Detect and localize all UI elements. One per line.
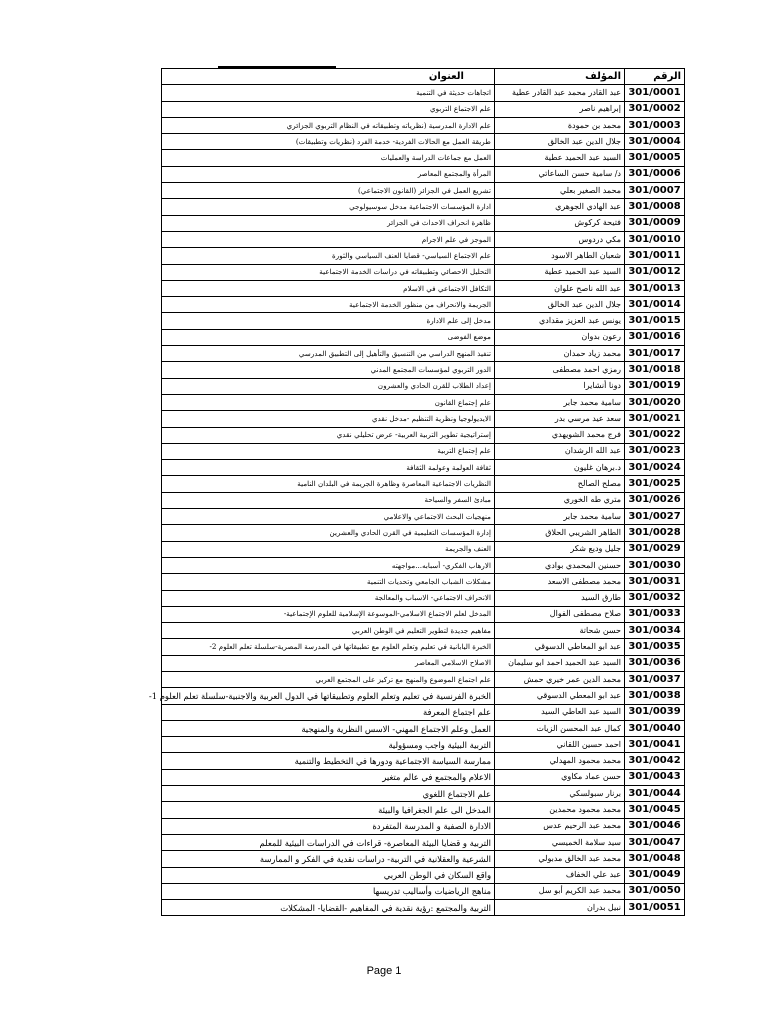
row-title: الموجز في علم الاجرام bbox=[162, 231, 495, 247]
row-author: عبد الهادي الجوهري bbox=[495, 199, 625, 215]
row-author: د/ سامية حسن الساعاتي bbox=[495, 166, 625, 182]
table-row bbox=[162, 346, 685, 362]
book-catalog-table bbox=[148, 68, 685, 916]
table-row bbox=[162, 231, 685, 247]
row-number: 301/0008 bbox=[625, 199, 685, 215]
row-number: 301/0050 bbox=[625, 883, 685, 899]
row-number: 301/0019 bbox=[625, 378, 685, 394]
row-title: إدارة المؤسسات التعليمية في القرن الحادي والعشرين bbox=[162, 525, 495, 541]
table-row bbox=[162, 427, 685, 443]
row-number: 301/0002 bbox=[625, 101, 685, 117]
row-title: العمل وعلم الاجتماع المهني- الاسس النظرية والمنهجية bbox=[162, 720, 495, 736]
row-title: مبادئ السفر والسياحة bbox=[162, 492, 495, 508]
row-number: 301/0051 bbox=[625, 900, 685, 916]
row-title: ظاهرة انحراف الاحداث في الجزائر bbox=[162, 215, 495, 231]
row-number: 301/0011 bbox=[625, 248, 685, 264]
table-row bbox=[162, 199, 685, 215]
row-title: الدور التربوي لمؤسسات المجتمع المدني bbox=[162, 362, 495, 378]
table-row bbox=[162, 329, 685, 345]
row-title: موضع الفوضى bbox=[162, 329, 495, 345]
row-title: مفاهيم جديدة لتطوير التعليم في الوطن العربي bbox=[162, 623, 495, 639]
row-author: محمد الصغير بعلي bbox=[495, 183, 625, 199]
row-author: يونس عبد العزيز مقدادي bbox=[495, 313, 625, 329]
row-title: علم إجتماع التربية bbox=[162, 443, 495, 459]
row-author: احمد حسين اللقاني bbox=[495, 737, 625, 753]
table-row bbox=[162, 769, 685, 785]
table-row bbox=[162, 117, 685, 133]
row-number: 301/0036 bbox=[625, 655, 685, 671]
row-title: منهجيات البحث الاجتماعي والاعلامي bbox=[162, 509, 495, 525]
row-number: 301/0041 bbox=[625, 737, 685, 753]
table-row bbox=[162, 704, 685, 720]
row-author: محمد عبد الرحيم عدس bbox=[495, 818, 625, 834]
row-author: عبد الله ناصح علوان bbox=[495, 280, 625, 296]
table-row bbox=[162, 411, 685, 427]
row-title: العنف والجريمة bbox=[162, 541, 495, 557]
row-title: العمل مع جماعات الدراسة والعمليات bbox=[162, 150, 495, 166]
table-row bbox=[162, 786, 685, 802]
row-title: ممارسة السياسة الاجتماعية ودورها في التخطيط والتنمية bbox=[162, 753, 495, 769]
row-number: 301/0025 bbox=[625, 476, 685, 492]
row-author: كمال عبد المحسن الزيات bbox=[495, 720, 625, 736]
table-row bbox=[162, 215, 685, 231]
table-header-row bbox=[162, 69, 685, 85]
row-number: 301/0016 bbox=[625, 329, 685, 345]
page-number: Page 1 bbox=[366, 965, 402, 977]
row-number: 301/0004 bbox=[625, 134, 685, 150]
row-author: حسن عماد مكاوي bbox=[495, 769, 625, 785]
table-row bbox=[162, 394, 685, 410]
row-number: 301/0045 bbox=[625, 802, 685, 818]
row-title: مدخل إلى علم الادارة bbox=[162, 313, 495, 329]
row-title: ثقافة العولمة وعولمة الثقافة bbox=[162, 460, 495, 476]
row-title: إعداد الطلاب للقرن الحادي والعشرون bbox=[162, 378, 495, 394]
row-number: 301/0010 bbox=[625, 231, 685, 247]
row-author: محمد عبد الكريم أبو سل bbox=[495, 883, 625, 899]
row-number: 301/0018 bbox=[625, 362, 685, 378]
row-title: علم اجتماع المعرفة bbox=[162, 704, 495, 720]
row-title: علم الادارة المدرسية (نظرياته وتطبيقاته في النظام التربوي الجزائري bbox=[162, 117, 495, 133]
row-author: السيد عبد العاطي السيد bbox=[495, 704, 625, 720]
row-author: محمد بن حمودة bbox=[495, 117, 625, 133]
row-author: حسن شحاتة bbox=[495, 623, 625, 639]
row-title: المرأة والمجتمع المعاصر bbox=[162, 166, 495, 182]
row-title: الارهاب الفكري- أسبابه...مواجهته bbox=[162, 557, 495, 573]
row-number: 301/0049 bbox=[625, 867, 685, 883]
row-author: فرج محمد الشويهدي bbox=[495, 427, 625, 443]
row-number: 301/0038 bbox=[625, 688, 685, 704]
row-author: محمد محمود المهدلي bbox=[495, 753, 625, 769]
row-author: حسنين المحمدي بوادي bbox=[495, 557, 625, 573]
table-row bbox=[162, 802, 685, 818]
table-row bbox=[162, 313, 685, 329]
row-title: إستراتيجية تطوير التربية العربية- عرض تحليلي نقدي bbox=[162, 427, 495, 443]
row-number: 301/0029 bbox=[625, 541, 685, 557]
row-author: عبد الله الرشدان bbox=[495, 443, 625, 459]
row-author: جلال الدين عبد الخالق bbox=[495, 134, 625, 150]
row-number: 301/0017 bbox=[625, 346, 685, 362]
row-author: مكي دردوس bbox=[495, 231, 625, 247]
table-row bbox=[162, 753, 685, 769]
table-row bbox=[162, 183, 685, 199]
row-title: علم الاجتماع السياسي- قضايا العنف السياسي والثورة bbox=[162, 248, 495, 264]
row-author: محمد مصطفى الاسعد bbox=[495, 574, 625, 590]
row-number: 301/0028 bbox=[625, 525, 685, 541]
row-author: السيد عبد الحميد عطية bbox=[495, 264, 625, 280]
row-number: 301/0046 bbox=[625, 818, 685, 834]
row-title: المدخل لعلم الاجتماع الاسلامي-الموسوعة الإسلامية للعلوم الإجتماعية- bbox=[162, 606, 495, 622]
row-author: سامية محمد جابر bbox=[495, 394, 625, 410]
row-number: 301/0026 bbox=[625, 492, 685, 508]
table-row bbox=[162, 557, 685, 573]
row-title: التربية و قضايا البيئة المعاصرة- قراءات في الدراسات البيئية للمعلم bbox=[162, 834, 495, 850]
row-number: 301/0031 bbox=[625, 574, 685, 590]
row-number: 301/0001 bbox=[625, 85, 685, 101]
row-title: التحليل الاحصائي وتطبيقاته في دراسات الخدمة الاجتماعية bbox=[162, 264, 495, 280]
row-title: الايديولوجيا ونظرية التنظيم -مدخل نقدي bbox=[162, 411, 495, 427]
row-title: الجريمة والانحراف من منظور الخدمة الاجتماعية bbox=[162, 297, 495, 313]
row-title: واقع السكان في الوطن العربي bbox=[162, 867, 495, 883]
row-number: 301/0006 bbox=[625, 166, 685, 182]
row-author: عبد علي الخفاف bbox=[495, 867, 625, 883]
table-row bbox=[162, 737, 685, 753]
row-number: 301/0014 bbox=[625, 297, 685, 313]
row-title: النظريات الاجتماعية المعاصرة وظاهرة الجريمة في البلدان النامية bbox=[162, 476, 495, 492]
row-title: علم الاجتماع اللغوي bbox=[162, 786, 495, 802]
row-title: علم اجتماع الموضوع والمنهج مع تركيز على المجتمع العربي bbox=[162, 671, 495, 687]
header-author: المؤلف bbox=[495, 69, 625, 85]
row-author: د.برهان غليون bbox=[495, 460, 625, 476]
table-row bbox=[162, 900, 685, 916]
table-row bbox=[162, 134, 685, 150]
row-title: الاصلاح الاسلامي المعاصر bbox=[162, 655, 495, 671]
row-number: 301/0033 bbox=[625, 606, 685, 622]
row-number: 301/0024 bbox=[625, 460, 685, 476]
table-row bbox=[162, 264, 685, 280]
row-title: الخبرة الفرنسية في تعليم وتعلم العلوم وتطبيقاتها في الدول العربية والاجنبية-سلسلة تعلم العلوم 1- bbox=[162, 688, 495, 704]
table-row bbox=[162, 590, 685, 606]
row-title: الاعلام والمجتمع في عالم متغير bbox=[162, 769, 495, 785]
row-number: 301/0048 bbox=[625, 851, 685, 867]
table-row bbox=[162, 720, 685, 736]
table-row bbox=[162, 671, 685, 687]
table-row bbox=[162, 85, 685, 101]
row-author: محمد الدين عمر خيري حمش bbox=[495, 671, 625, 687]
row-number: 301/0015 bbox=[625, 313, 685, 329]
row-author: دونا أنشايرا bbox=[495, 378, 625, 394]
row-title: طريقة العمل مع الحالات الفردية- خدمة الفرد (نظريات وتطبيقات) bbox=[162, 134, 495, 150]
row-author: محمد محمود محمدين bbox=[495, 802, 625, 818]
row-number: 301/0007 bbox=[625, 183, 685, 199]
row-number: 301/0034 bbox=[625, 623, 685, 639]
table-row bbox=[162, 362, 685, 378]
table-row bbox=[162, 883, 685, 899]
table-row bbox=[162, 280, 685, 296]
row-number: 301/0023 bbox=[625, 443, 685, 459]
table-row bbox=[162, 851, 685, 867]
table-row bbox=[162, 541, 685, 557]
row-title: اتجاهات حديثة في التنمية bbox=[162, 85, 495, 101]
row-author: عبد القادر محمد عبد القادر عطية bbox=[495, 85, 625, 101]
row-number: 301/0005 bbox=[625, 150, 685, 166]
row-author: سيد سلامة الخميسي bbox=[495, 834, 625, 850]
row-number: 301/0020 bbox=[625, 394, 685, 410]
row-author: السيد عبد الحميد عطية bbox=[495, 150, 625, 166]
row-author: محمد عبد الخالق مدبولي bbox=[495, 851, 625, 867]
row-title: مشكلات الشباب الجامعي وتحديات التنمية bbox=[162, 574, 495, 590]
row-title: تنفيذ المنهج الدراسي من التنسيق والتأهيل إلى التطبيق المدرسي bbox=[162, 346, 495, 362]
row-title: التكافل الاجتماعي في الاسلام bbox=[162, 280, 495, 296]
table-row bbox=[162, 867, 685, 883]
row-title: التربية البيئية واجب ومسؤولية bbox=[162, 737, 495, 753]
row-number: 301/0009 bbox=[625, 215, 685, 231]
row-title: علم إجتماع القانون bbox=[162, 394, 495, 410]
header-title: العنوان bbox=[162, 69, 495, 85]
row-author: فتيحة كركوش bbox=[495, 215, 625, 231]
row-number: 301/0035 bbox=[625, 639, 685, 655]
table-row bbox=[162, 688, 685, 704]
row-title: علم الاجتماع التربوي bbox=[162, 101, 495, 117]
row-number: 301/0040 bbox=[625, 720, 685, 736]
table-row bbox=[162, 460, 685, 476]
row-author: صلاح مصطفى الفوال bbox=[495, 606, 625, 622]
row-number: 301/0047 bbox=[625, 834, 685, 850]
row-number: 301/0003 bbox=[625, 117, 685, 133]
row-author: متري طه الخوري bbox=[495, 492, 625, 508]
row-title: التربية والمجتمع :رؤية نقدية في المفاهيم -القضايا- المشكلات bbox=[162, 900, 495, 916]
row-number: 301/0037 bbox=[625, 671, 685, 687]
row-author: جلال الدين عبد الخالق bbox=[495, 297, 625, 313]
row-number: 301/0044 bbox=[625, 786, 685, 802]
row-number: 301/0012 bbox=[625, 264, 685, 280]
row-author: عبد ابو المعطي الدسوقي bbox=[495, 688, 625, 704]
table-row bbox=[162, 378, 685, 394]
table-row bbox=[162, 492, 685, 508]
row-title: المدخل الى علم الجغرافيا والبيئة bbox=[162, 802, 495, 818]
row-author: إبراهيم ناصر bbox=[495, 101, 625, 117]
row-title: الشرعية والعقلانية في التربية- دراسات نقدية في الفكر و الممارسة bbox=[162, 851, 495, 867]
row-author: سعد عيد مرسي بدر bbox=[495, 411, 625, 427]
row-author: شعبان الطاهر الاسود bbox=[495, 248, 625, 264]
row-title: ادارة المؤسسات الاجتماعية مدخل سوسيولوجي bbox=[162, 199, 495, 215]
table-row bbox=[162, 166, 685, 182]
row-title: تشريع العمل في الجزائر (القانون الاجتماعي) bbox=[162, 183, 495, 199]
row-title: الادارة الصفية و المدرسة المتفردة bbox=[162, 818, 495, 834]
row-author: رعون بدوان bbox=[495, 329, 625, 345]
table-row bbox=[162, 655, 685, 671]
row-number: 301/0027 bbox=[625, 509, 685, 525]
table-row bbox=[162, 476, 685, 492]
row-author: برنار سبولسكي bbox=[495, 786, 625, 802]
row-title: مناهج الرياضيات وأساليب تدريسها bbox=[162, 883, 495, 899]
row-title: الانحراف الاجتماعي- الاسباب والمعالجة bbox=[162, 590, 495, 606]
table-row bbox=[162, 297, 685, 313]
table-row bbox=[162, 443, 685, 459]
table-row bbox=[162, 639, 685, 655]
table-row bbox=[162, 834, 685, 850]
row-number: 301/0039 bbox=[625, 704, 685, 720]
row-title: الخبرة اليابانية في تعليم وتعلم العلوم مع تطبيقاتها في المدرسة المصرية-سلسلة تعلم العلوم 2- bbox=[162, 639, 495, 655]
row-number: 301/0022 bbox=[625, 427, 685, 443]
row-author: السيد عبد الحميد احمد ابو سليمان bbox=[495, 655, 625, 671]
row-author: عبد ابو المعاطي الدسوقي bbox=[495, 639, 625, 655]
table-row bbox=[162, 623, 685, 639]
row-number: 301/0021 bbox=[625, 411, 685, 427]
header-number: الرقم bbox=[625, 69, 685, 85]
row-author: محمد زياد حمدان bbox=[495, 346, 625, 362]
row-number: 301/0030 bbox=[625, 557, 685, 573]
table-row bbox=[162, 818, 685, 834]
row-author: طارق السيد bbox=[495, 590, 625, 606]
row-author: جليل وديع شكر bbox=[495, 541, 625, 557]
row-number: 301/0043 bbox=[625, 769, 685, 785]
row-author: نبيل بدران bbox=[495, 900, 625, 916]
table-row bbox=[162, 509, 685, 525]
table-row bbox=[162, 606, 685, 622]
row-number: 301/0013 bbox=[625, 280, 685, 296]
row-number: 301/0042 bbox=[625, 753, 685, 769]
row-author: مصلح الصالح bbox=[495, 476, 625, 492]
row-number: 301/0032 bbox=[625, 590, 685, 606]
row-author: سامية محمد جابر bbox=[495, 509, 625, 525]
row-author: رمزي احمد مصطفى bbox=[495, 362, 625, 378]
table-row bbox=[162, 248, 685, 264]
row-author: الطاهر الشريبي الحلاق bbox=[495, 525, 625, 541]
table-row bbox=[162, 525, 685, 541]
table-row bbox=[162, 574, 685, 590]
table-row bbox=[162, 101, 685, 117]
table-row bbox=[162, 150, 685, 166]
